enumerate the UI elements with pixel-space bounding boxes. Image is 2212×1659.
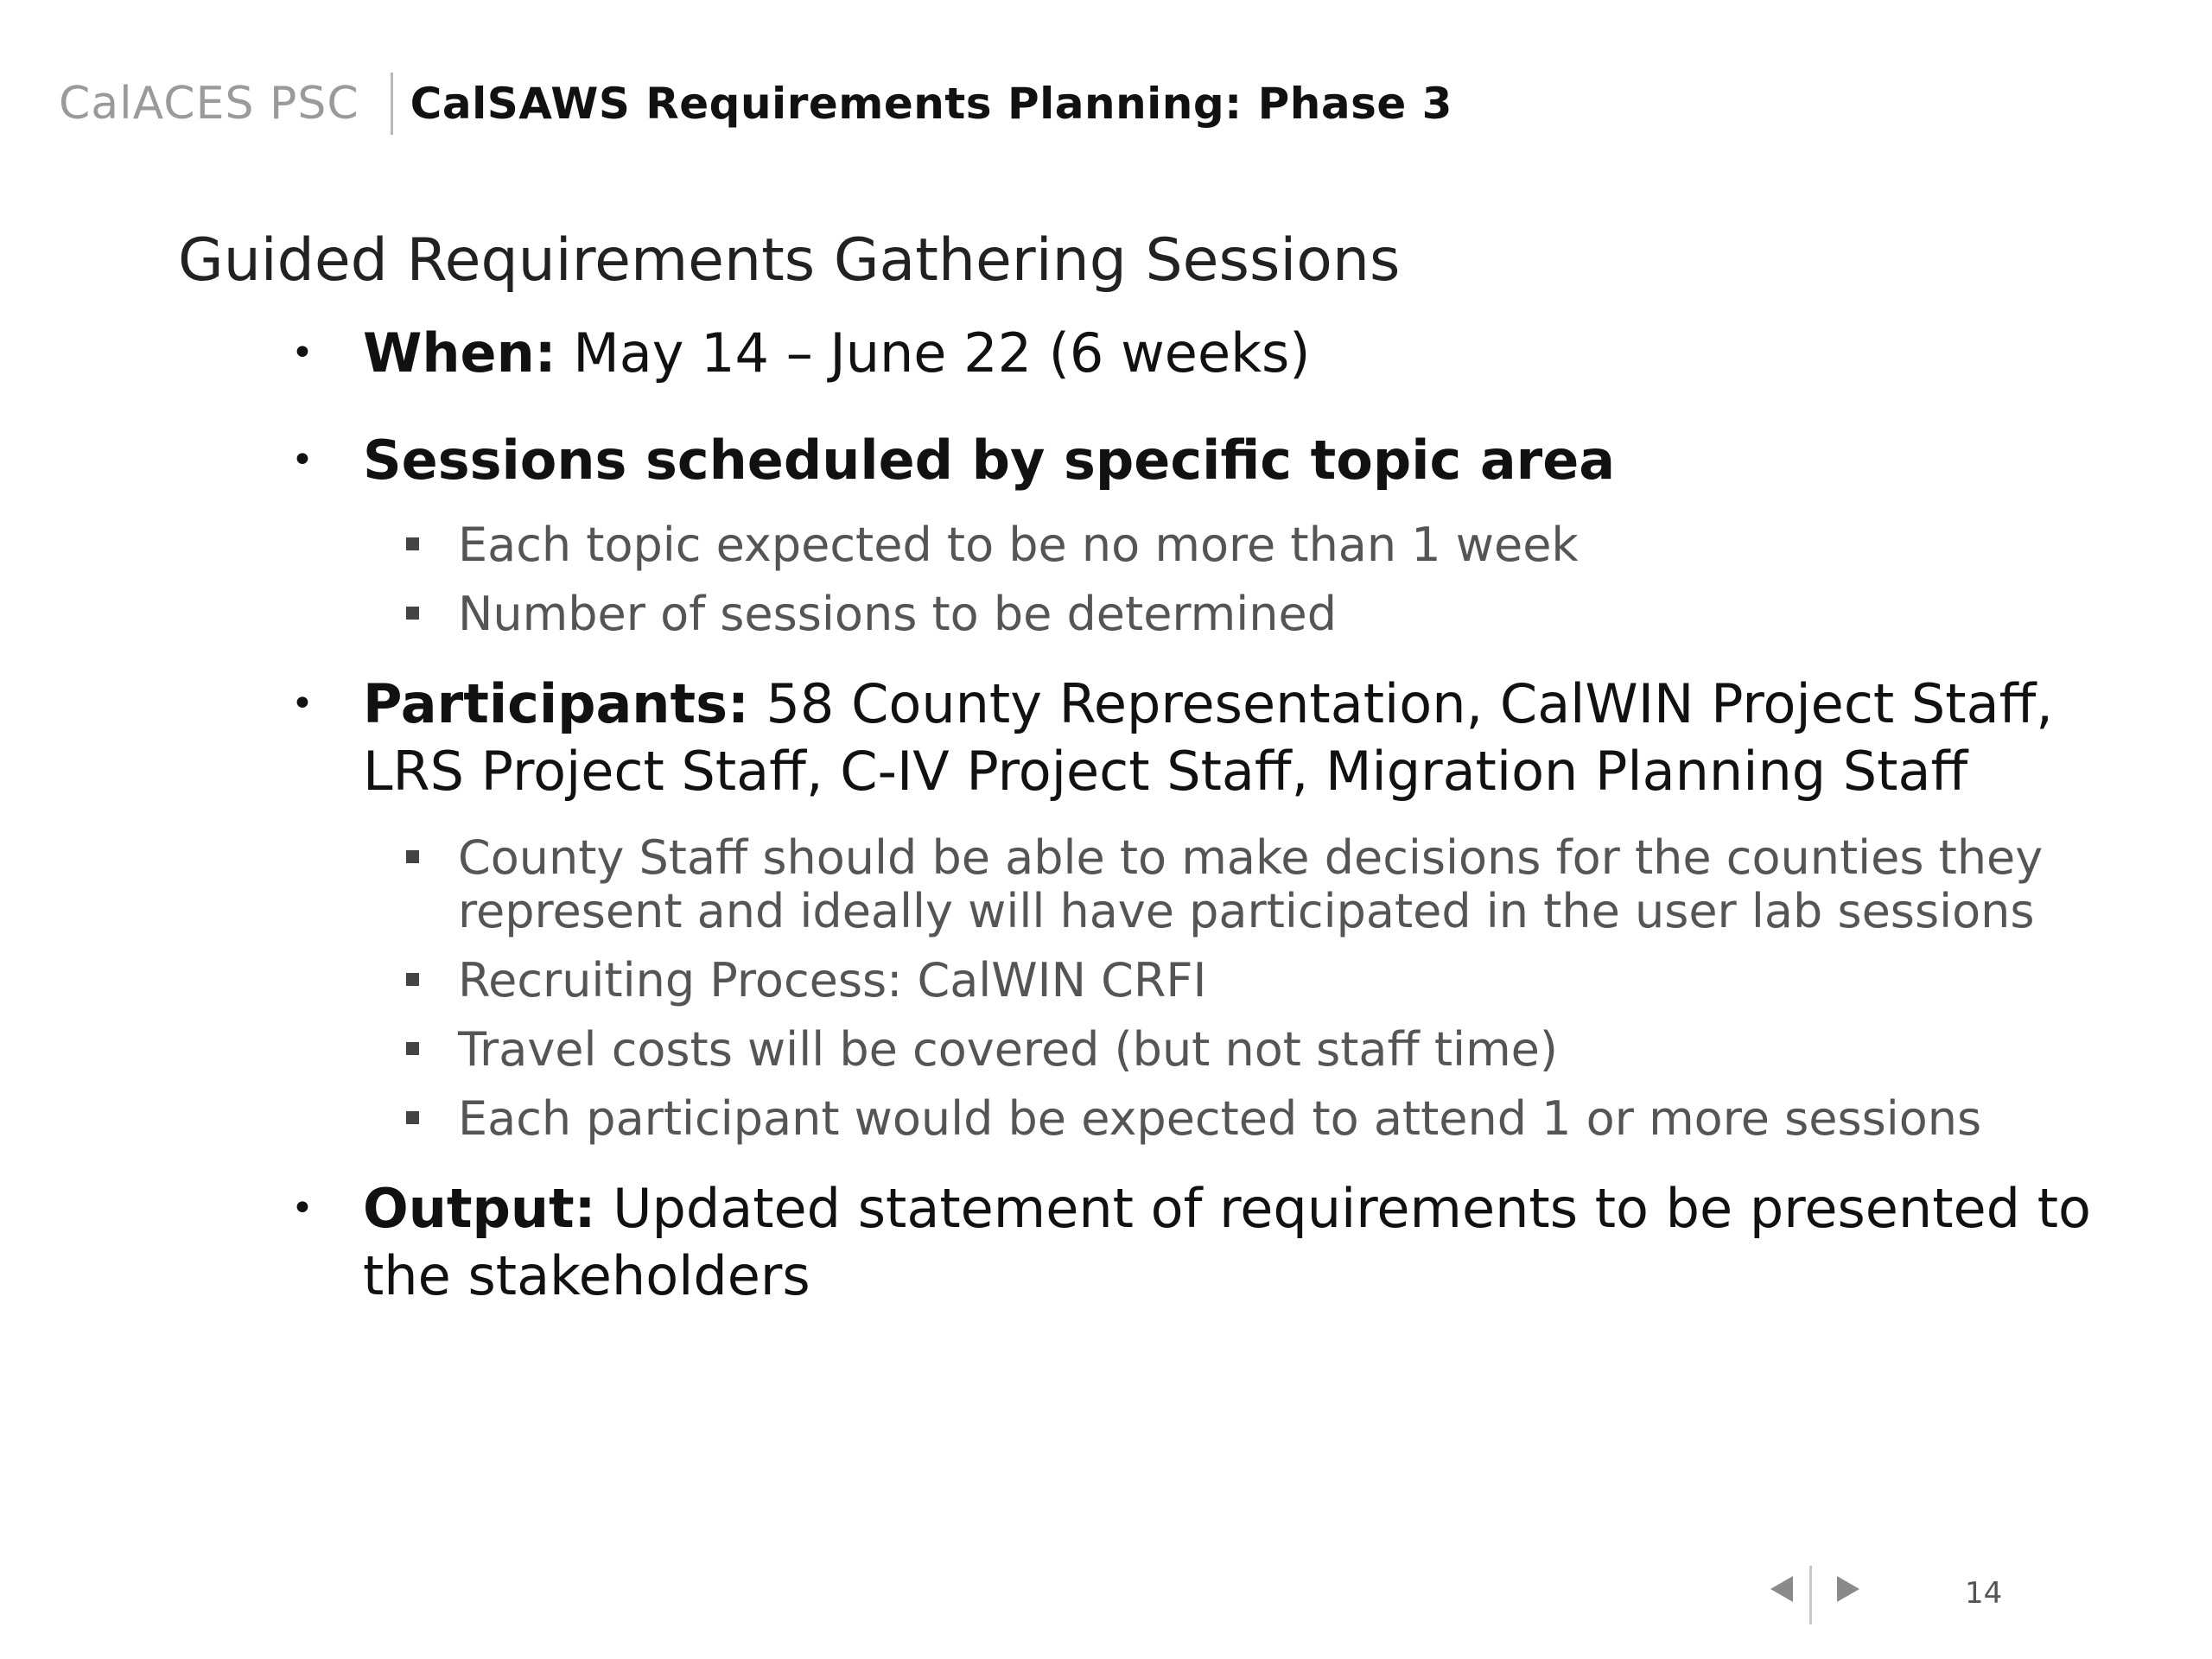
bullet-marker: • [291, 331, 314, 375]
bullet-marker: • [291, 1186, 314, 1230]
nav-divider [1809, 1566, 1812, 1624]
bullet-text: 58 County Representation, CalWIN Project Staff, LRS Project Staff, C-IV Project Staff, Migration Planning Staff [363, 672, 2054, 803]
bullet-lead: Output: [363, 1177, 596, 1240]
org-name: CalACES PSC [59, 78, 359, 130]
spacer [285, 387, 2108, 427]
triangle-right-icon[interactable] [1837, 1576, 1859, 1602]
square-bullet-icon [406, 537, 419, 550]
slide-content [285, 320, 2108, 1310]
bullet-marker: • [291, 682, 314, 726]
sessions-sub-list [285, 518, 2108, 641]
sub-bullet [285, 954, 2108, 1007]
participants-sub-list [285, 831, 2108, 1146]
sub-bullet-text: County Staff should be able to make decisions for the counties they represent and ideally will have participated in the user lab sessions [458, 830, 2044, 938]
sub-bullet [285, 1092, 2108, 1146]
sub-bullet-text: Each participant would be expected to attend 1 or more sessions [458, 1091, 1982, 1146]
header-divider [391, 73, 393, 135]
spacer [285, 657, 2108, 671]
bullet-text: Updated statement of requirements to be presented to the stakeholders [363, 1177, 2091, 1307]
sub-bullet-text: Recruiting Process: CalWIN CRFI [458, 953, 1207, 1007]
bullet-marker: • [291, 438, 314, 482]
page-number: 14 [1965, 1576, 2003, 1611]
bullet-sessions [285, 427, 2108, 494]
square-bullet-icon [406, 607, 419, 620]
slide-title: Guided Requirements Gathering Sessions [178, 226, 1401, 295]
bullet-lead: Sessions scheduled by specific topic area [363, 429, 1616, 492]
slide-header [59, 73, 1452, 135]
triangle-left-icon[interactable] [1770, 1576, 1793, 1602]
sub-bullet [285, 588, 2108, 641]
bullet-when [285, 320, 2108, 387]
sub-bullet-text: Each topic expected to be no more than 1 week [458, 518, 1579, 572]
sub-bullet [285, 831, 2108, 938]
sub-bullet-text: Number of sessions to be determined [458, 587, 1338, 641]
sub-bullet [285, 518, 2108, 572]
spacer [285, 1161, 2108, 1175]
bullet-lead: When: [363, 321, 556, 385]
spacer [285, 494, 2108, 518]
bullet-lead: Participants: [363, 672, 749, 735]
sub-bullet [285, 1023, 2108, 1077]
square-bullet-icon [406, 1042, 419, 1055]
sub-bullet-text: Travel costs will be covered (but not staff time) [458, 1022, 1558, 1077]
bullet-participants [285, 671, 2108, 805]
square-bullet-icon [406, 850, 419, 863]
slide-footer [1694, 1538, 2212, 1659]
bullet-output [285, 1175, 2108, 1310]
square-bullet-icon [406, 973, 419, 986]
spacer [285, 805, 2108, 831]
deck-title: CalSAWS Requirements Planning: Phase 3 [410, 79, 1452, 129]
square-bullet-icon [406, 1111, 419, 1124]
bullet-text: May 14 – June 22 (6 weeks) [556, 321, 1311, 385]
